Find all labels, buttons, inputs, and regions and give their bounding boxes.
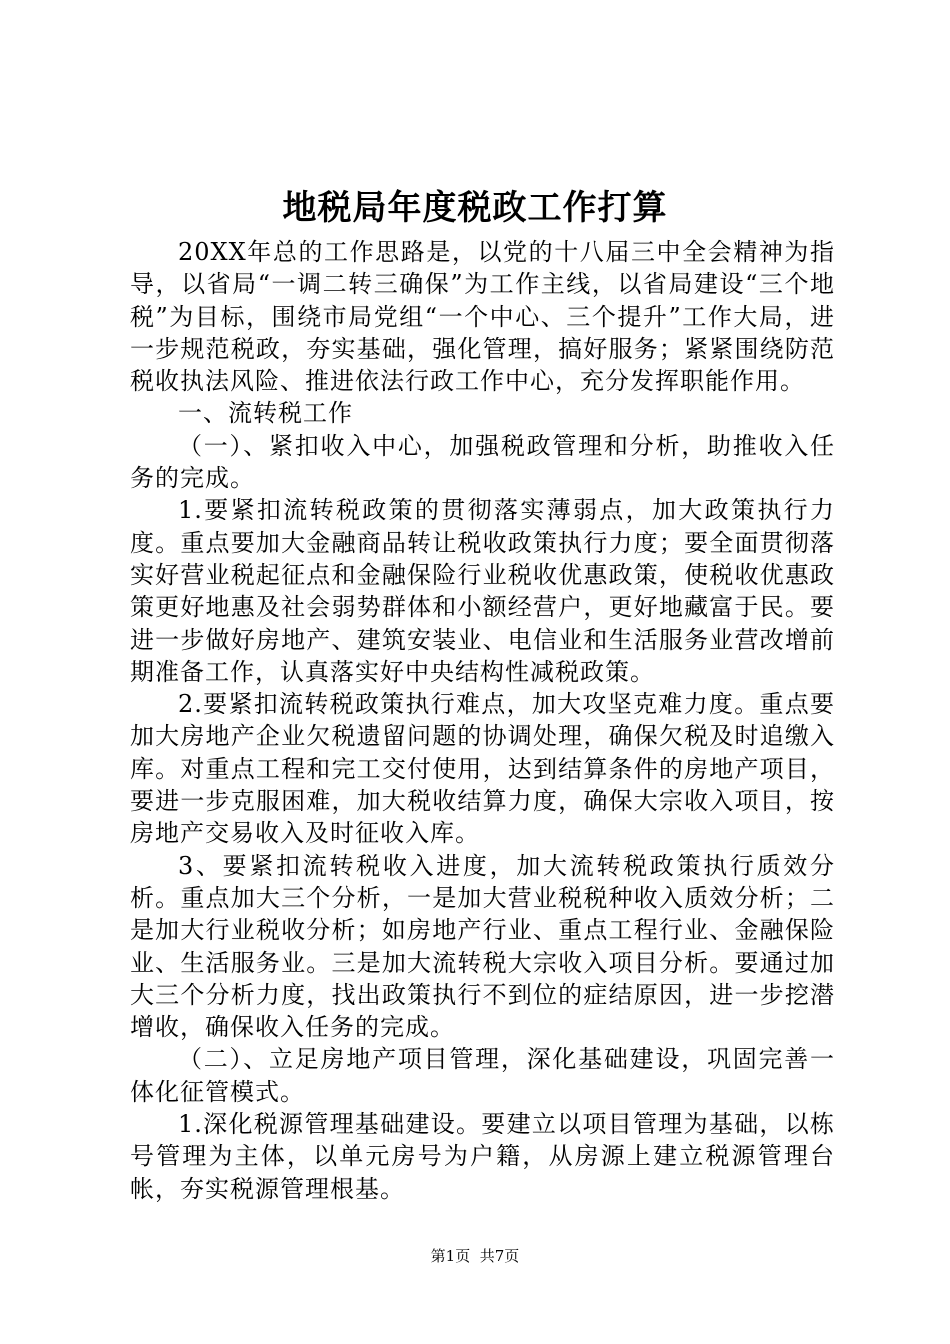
paragraph-item-3: 3、要紧扣流转税收入进度，加大流转税政策执行质效分析。重点加大三个分析，一是加大营业税税种收入质效分析；二是加大行业税收分析；如房地产行业、重点工程行业、金融保险业、生活服务业。三是加大流转税大宗收入项目分析。要通过加大三个分析力度，找出政策执行不到位的症结原因，进一步挖潜增收，确保收入任务的完成。 bbox=[130, 851, 835, 1042]
page-number: 第1页 bbox=[430, 1247, 471, 1265]
section-heading-turnover-tax: 一、流转税工作 bbox=[178, 399, 353, 428]
subsection-heading-1: （一）、紧扣收入中心，加强税政管理和分析，助推收入任务的完成。 bbox=[130, 431, 835, 493]
page-total: 共7页 bbox=[479, 1247, 520, 1265]
paragraph-item-2: 2.要紧扣流转税政策执行难点，加大攻坚克难力度。重点要加大房地产企业欠税遗留问题的协调处理，确保欠税及时追缴入库。对重点工程和完工交付使用，达到结算条件的房地产项目，要进一步克服困难，加大税收结算力度，确保大宗收入项目，按房地产交易收入及时征收入库。 bbox=[130, 690, 835, 848]
document-title: 地税局年度税政工作打算 bbox=[282, 188, 668, 228]
paragraph-item-1: 1.要紧扣流转税政策的贯彻落实薄弱点，加大政策执行力度。重点要加大金融商品转让税收政策执行力度；要全面贯彻落实好营业税起征点和金融保险行业税收优惠政策，使税收优惠政策更好地惠及社会弱势群体和小额经营户，更好地藏富于民。要进一步做好房地产、建筑安装业、电信业和生活服务业营改增前期准备工作，认真落实好中央结构性减税政策。 bbox=[130, 496, 835, 686]
paragraph-item-4: 1.深化税源管理基础建设。要建立以项目管理为基础，以栋号管理为主体，以单元房号为户籍，从房源上建立税源管理台帐，夯实税源管理根基。 bbox=[130, 1110, 835, 1203]
document-body bbox=[130, 236, 835, 1205]
subsection-heading-2: （二）、立足房地产项目管理，深化基础建设，巩固完善一体化征管模式。 bbox=[130, 1045, 835, 1106]
page-footer bbox=[0, 1246, 950, 1266]
paragraph-intro: 20XX年总的工作思路是，以党的十八届三中全会精神为指导，以省局“一调二转三确保”为工作主线，以省局建设“三个地税”为目标，围绕市局党组“一个中心、三个提升”工作大局，进一步规范税政，夯实基础，强化管理，搞好服务；紧紧围绕防范税收执法风险、推进依法行政工作中心，充分发挥职能作用。 bbox=[130, 238, 835, 396]
